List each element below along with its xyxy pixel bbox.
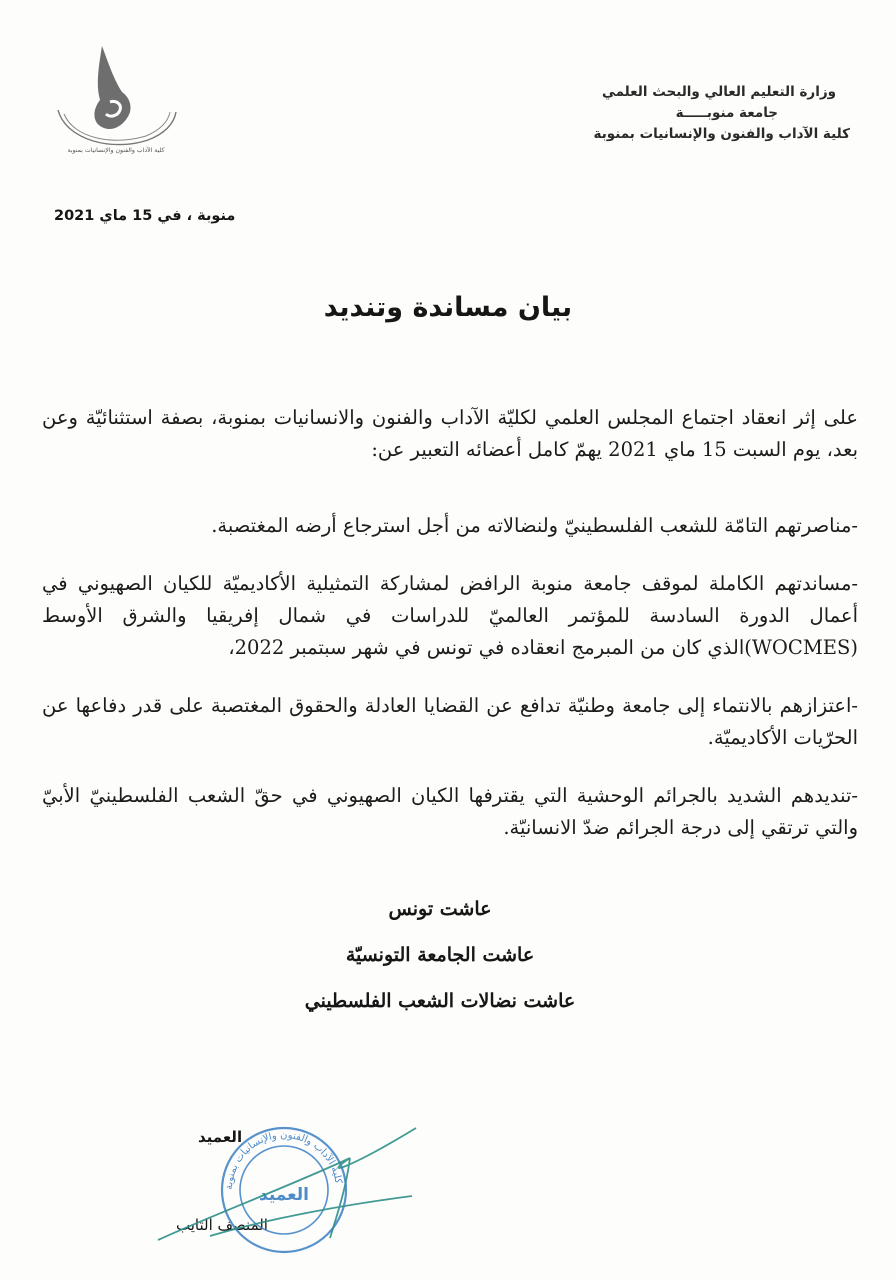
intro-paragraph: على إثر انعقاد اجتماع المجلس العلمي لكليّة الآداب والفنون والانسانيات بمنوبة، بصفة استثنائيّة وعن بعد، يوم السبت 15 ماي 2021 يهمّ كامل أعضائه التعبير عن: <box>42 406 858 461</box>
point-solidarity: -مناصرتهم التامّة للشعب الفلسطينيّ ولنضالاته من أجل استرجاع أرضه المغتصبة. <box>211 514 858 537</box>
faculty-name: كلية الآداب والفنون والإنسانيات بمنوبة <box>593 126 850 142</box>
handwritten-signature-icon <box>158 1128 416 1240</box>
stamp-ring-text: كلية الآداب والفنون والإنسانيات بمنوبة <box>223 1129 344 1191</box>
svg-text:كلية الآداب والفنون والإنسانيا <box>224 1130 344 1190</box>
document-title: بيان مساندة وتنديد <box>323 292 573 323</box>
faculty-logo-icon <box>52 40 180 158</box>
stamp-center-text: العميد <box>259 1185 309 1205</box>
closing-line-1: عاشت تونس <box>388 898 492 920</box>
ministry-name: وزارة التعليم العالي والبحث العلمي <box>601 84 836 100</box>
official-stamp-icon <box>150 1108 420 1258</box>
closing-line-3: عاشت نضالات الشعب الفلسطيني <box>304 990 576 1012</box>
closing-line-2: عاشت الجامعة التونسيّة <box>345 944 535 966</box>
point-pride: -اعتزازهم بالانتماء إلى جامعة وطنيّة تدافع عن القضايا العادلة والحقوق المغتصبة على قدر دفاعها عن الحرّيات الأكاديميّة. <box>42 694 858 749</box>
letter-date: منوبة ، في 15 ماي 2021 <box>54 208 236 224</box>
letterhead <box>536 82 850 145</box>
logo-caption: كلية الآداب والفنون والإنسانيات بمنوبة <box>67 147 165 154</box>
university-name: جامعة منوبـــــة <box>675 105 778 121</box>
signatory-name: المنصف التايب <box>176 1216 268 1234</box>
closing-lines <box>230 886 650 1024</box>
signatory-title: العميد <box>198 1128 243 1146</box>
point-condemnation: -تنديدهم الشديد بالجرائم الوحشية التي يقترفها الكيان الصهيوني في حقّ الشعب الفلسطينيّ الأبيّ والتي ترتقي إلى درجة الجرائم ضدّ الانسانيّة. <box>42 784 858 839</box>
point-support: -مساندتهم الكاملة لموقف جامعة منوبة الرافض لمشاركة التمثيلية الأكاديميّة للكيان الصهيوني في أعمال الدورة السادسة للمؤتمر العالميّ للدراسات في شمال إفريقيا والشرق الأوسط (WOCMES)الذي كان من المبرمج انعقاده في تونس في شهر سبتمبر 2022، <box>42 572 858 659</box>
statement-body <box>42 402 858 870</box>
